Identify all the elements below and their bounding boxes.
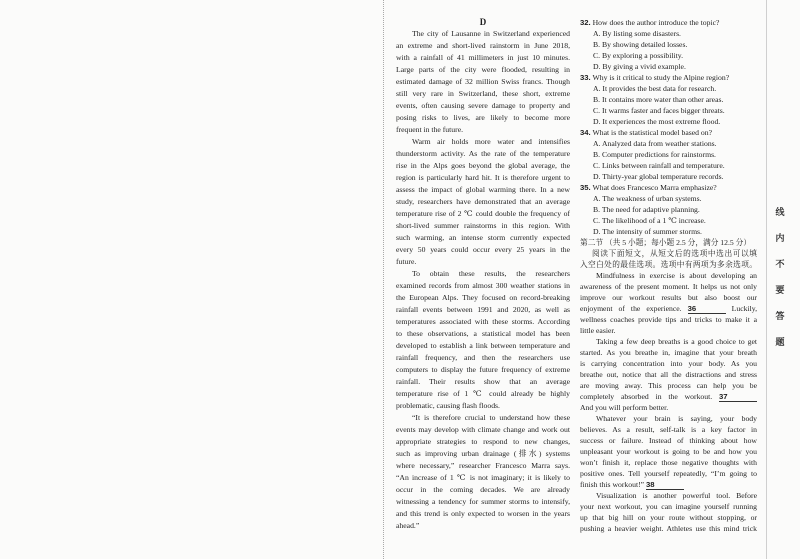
text-line: started. As you breathe in, imagine that your breath xyxy=(580,347,757,357)
question-text: What is the statistical model based on? xyxy=(592,127,713,137)
question-text: How does the author introduce the topic? xyxy=(592,17,720,27)
text-line: your next workout, you can imagine yourself running xyxy=(580,501,757,511)
answer-option: A. Analyzed data from weather stations. xyxy=(593,138,717,148)
text-line: is carrying concentration into your body. As you xyxy=(580,358,757,368)
text-line: wellness coaches provide tips and tricks to make it a xyxy=(580,314,757,324)
text-line: rainfall events between 1991 and 2020, as well as xyxy=(396,305,570,314)
question-stem xyxy=(580,17,757,28)
text-line: witnessing a tendency for summer storms to intensify, xyxy=(396,497,570,506)
text-line: ahead.” xyxy=(396,521,420,530)
text-line: study, researchers have demonstrated that an average xyxy=(396,197,570,206)
text-line: To obtain these results, the researchers xyxy=(412,269,570,278)
paragraph xyxy=(396,28,570,136)
line-text: Luckily, xyxy=(731,303,758,313)
text-line: unpleasant your workout is going to be and how you xyxy=(580,446,757,456)
text-line: short-lived summer rainstorms in this region. With xyxy=(396,221,570,230)
margin-note-char: 线 xyxy=(775,208,785,218)
text-line: region is particularly hard hit. It is therefore urgent to xyxy=(396,173,570,182)
question-stem xyxy=(580,72,757,83)
question-number: 33. xyxy=(580,72,591,82)
text-line: to these observations, a statistical model has been xyxy=(396,329,570,338)
text-line: events, often causing severe damage to property and xyxy=(396,101,570,110)
text-line: Warm air holds more water and intensifies xyxy=(412,137,570,146)
section-instructions xyxy=(580,248,757,270)
answer-option: D. By giving a vivid example. xyxy=(593,61,686,71)
text-line: developed to establish a link between temperature and xyxy=(396,341,570,350)
text-line: pushing a heavier weight. Athletes use this mind trick xyxy=(580,523,757,533)
cloze-passage xyxy=(580,270,757,534)
text-line: rainfall frequency, and then the researchers use xyxy=(396,353,570,362)
text-line: computers to display the future frequency of extreme xyxy=(396,365,570,374)
questions-column xyxy=(580,17,757,534)
text-line: little easier. xyxy=(580,325,616,335)
answer-blank xyxy=(688,305,726,314)
question-block xyxy=(580,127,757,182)
text-line: an extreme and short-lived rainstorm in June 2018, xyxy=(396,41,570,50)
text-line: improve our workout results but also boost our xyxy=(580,292,757,302)
text-line-with-blank xyxy=(580,391,757,402)
line-text: completely absorbed in the workout. xyxy=(580,391,713,401)
blank-number: 38 xyxy=(645,479,655,489)
text-line: posing risks to lives, are likely to become more xyxy=(396,113,570,122)
text-line: temperature rise of 1 ℃ could already be highly xyxy=(396,389,570,398)
paragraph xyxy=(580,336,757,413)
text-line: won’t finish it, replace those negative thoughts with xyxy=(580,457,757,467)
text-line: rainfall. Their results show that an average xyxy=(396,377,570,386)
instruction-line: 入空白处的最佳选项。选项中有两项为多余选项。 xyxy=(580,259,757,269)
margin-note-char: 题 xyxy=(775,338,785,348)
answer-blank xyxy=(719,393,757,402)
question-block xyxy=(580,17,757,72)
text-line: temperature rise of 2 ℃ could double the frequency of xyxy=(396,209,570,218)
margin-note-char: 内 xyxy=(775,234,785,244)
text-line: where necessary,” researcher Francesco Marra says. xyxy=(396,461,570,470)
blank-number: 37 xyxy=(719,391,728,401)
answer-option: C. By exploring a possibility. xyxy=(593,50,684,60)
text-line: “It is therefore crucial to understand how these xyxy=(412,413,570,422)
text-line: awareness of the present moment. It helps us not only xyxy=(580,281,757,291)
text-line: are moving away. This process can help you be xyxy=(580,380,757,390)
question-number: 35. xyxy=(580,182,591,192)
margin-rule xyxy=(766,0,767,559)
text-line: thunderstorm activity. As the rate of the temperature xyxy=(396,149,570,158)
answer-option: D. It experiences the most extreme flood. xyxy=(593,116,721,126)
text-line: such as improving urban drainage (排水) systems xyxy=(396,449,570,458)
text-line: problematic, causing flash floods. xyxy=(396,401,500,410)
text-line: breathe out, notice that all the distractions and stress xyxy=(580,369,757,379)
text-line: Taking a few deep breaths is a good choice to get xyxy=(596,336,757,346)
answer-option: B. By showing detailed losses. xyxy=(593,39,688,49)
text-line: the European Alps. They focused on record-breaking xyxy=(396,293,570,302)
text-line: Whatever your brain is saying, your body xyxy=(596,413,757,423)
question-number: 32. xyxy=(580,17,591,27)
answer-option: A. It provides the best data for research. xyxy=(593,83,717,93)
paragraph xyxy=(580,413,757,490)
text-line: success or failure. Instead of thinking about how xyxy=(580,435,757,445)
text-line: events may develop with climate change and work out xyxy=(396,425,570,434)
text-line-with-blank xyxy=(580,303,757,314)
answer-option: C. It warms faster and faces bigger threats. xyxy=(593,105,725,115)
text-line: appropriate strategies to respond to new changes, xyxy=(396,437,570,446)
answer-option: D. Thirty-year global temperature records. xyxy=(593,171,724,181)
text-line: still very rare in Switzerland, these short, extreme xyxy=(396,89,570,98)
answer-option: B. The need for adaptive planning. xyxy=(593,204,700,214)
margin-note-char: 答 xyxy=(775,312,785,322)
question-text: What does Francesco Marra emphasize? xyxy=(592,182,717,192)
answer-blank xyxy=(646,481,684,490)
text-line: positive ones. Tell yourself repeatedly, “I’m going to xyxy=(580,468,757,478)
text-line: Visualization is another powerful tool. Before xyxy=(596,490,757,500)
text-line: future. xyxy=(396,257,417,266)
answer-option: D. The intensity of summer storms. xyxy=(593,226,702,236)
question-block xyxy=(580,182,757,237)
passage-heading: D xyxy=(479,17,487,27)
text-line: rise in the Alps goes beyond the global average, the xyxy=(396,161,570,170)
question-number: 34. xyxy=(580,127,591,137)
question-block xyxy=(580,72,757,127)
text-line: believes. As a result, self-talk is a key factor in xyxy=(580,424,757,434)
question-text: Why is it critical to study the Alpine region? xyxy=(592,72,730,82)
binding-fold-line xyxy=(383,0,384,559)
paragraph xyxy=(396,412,570,532)
reading-passage-column xyxy=(396,16,570,532)
instruction-line: 阅读下面短文，从短文后的选项中选出可以填 xyxy=(592,248,757,258)
section-title: 第二节 （共 5 小题；每小题 2.5 分，满分 12.5 分） xyxy=(580,237,752,247)
text-line: occur in the coming decades. We are already xyxy=(396,485,570,494)
answer-option: C. The likelihood of a 1 ℃ increase. xyxy=(593,215,706,225)
text-line: “An increase of 1 ℃ is not imaginary; it is likely to xyxy=(396,473,570,482)
paragraph xyxy=(396,268,570,412)
margin-note-char: 不 xyxy=(775,260,785,270)
text-line: such warming, an intense storm currently expected xyxy=(396,233,570,242)
text-line: The city of Lausanne in Switzerland experienced xyxy=(412,29,570,38)
text-line: frequent in the future. xyxy=(396,125,464,134)
margin-note-char: 要 xyxy=(775,286,785,296)
answer-option: B. Computer predictions for rainstorms. xyxy=(593,149,716,159)
paragraph xyxy=(396,136,570,268)
text-line: estimated damage of 32 million Swiss francs. Though xyxy=(396,77,570,86)
question-stem xyxy=(580,182,757,193)
text-line: And you will perform better. xyxy=(580,402,669,412)
answer-option: B. It contains more water than other areas. xyxy=(593,94,724,104)
question-list xyxy=(580,17,757,237)
margin-warning-text xyxy=(772,200,788,356)
text-line: assess the impact of global warming there. In a new xyxy=(396,185,570,194)
answer-option: C. Links between rainfall and temperature. xyxy=(593,160,725,170)
question-stem xyxy=(580,127,757,138)
passage-body xyxy=(396,28,570,532)
text-line: Large parts of the city were flooded, resulting in xyxy=(396,65,570,74)
text-line: with a rainfall of 41 millimeters in just 10 minutes. xyxy=(396,53,570,62)
text-line: temperatures associated with these storms. According xyxy=(396,317,570,326)
text-line-with-blank xyxy=(580,479,757,490)
paragraph xyxy=(580,270,757,336)
text-line: examined records from almost 300 weather stations in xyxy=(396,281,570,290)
text-line: up that big hill on your route without stopping, or xyxy=(580,512,757,522)
line-text: enjoyment of the experience. xyxy=(580,303,682,313)
answer-option: A. The weakness of urban systems. xyxy=(593,193,702,203)
text-line: Mindfulness in exercise is about developing an xyxy=(596,270,757,280)
line-text: finish this workout!” xyxy=(580,479,645,489)
blank-number: 36 xyxy=(687,303,697,313)
text-line: and this trend is only expected to worsen in the years xyxy=(396,509,570,518)
text-line: every 50 years could occur every 25 years in the xyxy=(396,245,570,254)
paragraph xyxy=(580,490,757,534)
answer-option: A. By listing some disasters. xyxy=(593,28,681,38)
